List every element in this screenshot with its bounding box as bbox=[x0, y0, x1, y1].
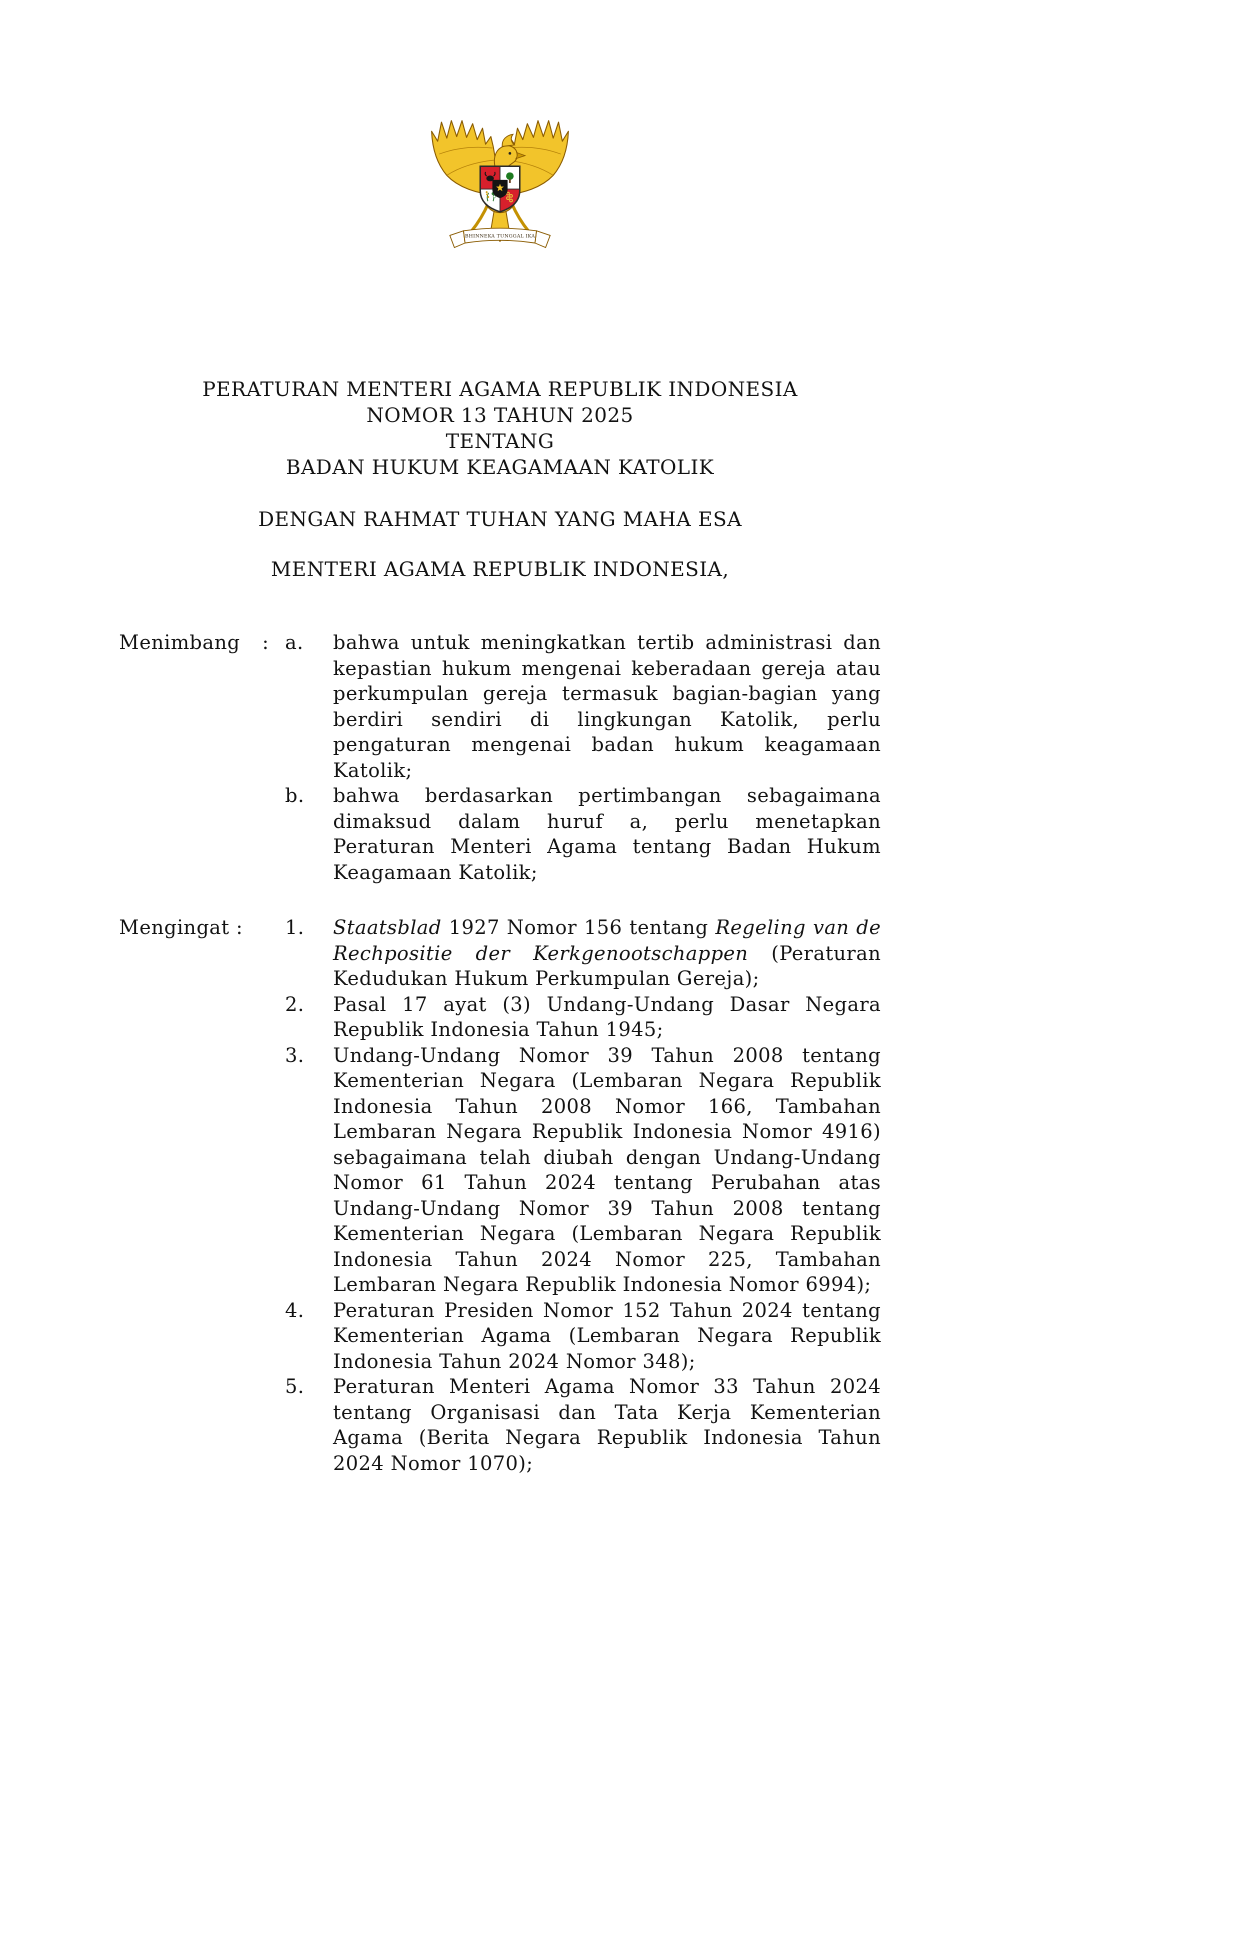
title-line-subject: BADAN HUKUM KEAGAMAAN KATOLIK bbox=[285, 455, 715, 479]
menimbang-label-text: Menimbang bbox=[119, 631, 241, 654]
menimbang-colon: : bbox=[262, 631, 269, 654]
title-line-regulation: PERATURAN MENTERI AGAMA REPUBLIK INDONESIA bbox=[202, 377, 798, 401]
menimbang-item-a-text: bahwa untuk meningkatkan tertib administrasi dan kepastian hukum mengenai keberadaan gereja atau perkumpulan gereja termasuk bagian-bagian yang berdiri sendiri di lingkungan Katolik, perlu pengaturan mengenai badan hukum keagamaan Katolik; bbox=[333, 631, 881, 782]
spacer-cell bbox=[119, 1298, 285, 1375]
mengingat-label: Mengingat : bbox=[119, 916, 243, 939]
mengingat-item-4-marker: 4. bbox=[285, 1298, 305, 1322]
spacer-cell bbox=[119, 783, 285, 885]
menimbang-item-a-marker: a. bbox=[285, 631, 304, 654]
mengingat-item-5-marker: 5. bbox=[285, 1375, 305, 1398]
clauses bbox=[119, 630, 881, 1476]
garuda-pancasila-emblem bbox=[424, 112, 576, 260]
menimbang-label bbox=[119, 630, 285, 783]
authority-line: MENTERI AGAMA REPUBLIK INDONESIA, bbox=[270, 557, 730, 581]
title-line-number: NOMOR 13 TAHUN 2025 bbox=[366, 403, 634, 427]
mengingat-item-1-text: Staatsblad 1927 Nomor 156 tentang Regeling van de Rechpositie der Kerkgenootschappen (Peraturan Kedudukan Hukum Perkumpulan Gereja); bbox=[333, 916, 882, 990]
document-title-block bbox=[119, 376, 881, 480]
spacer-cell bbox=[119, 1043, 285, 1298]
mengingat-item-3-text: Undang-Undang Nomor 39 Tahun 2008 tentang Kementerian Negara (Lembaran Negara Republik Indonesia Tahun 2008 Nomor 166, Tambahan Lembaran Negara Republik Indonesia Nomor 4916) sebagaimana telah diubah dengan Undang-Undang Nomor 61 Tahun 2024 tentang Perubahan atas Undang-Undang Nomor 39 Tahun 2008 tentang Kementerian Negara (Lembaran Negara Republik Indonesia Tahun 2024 Nomor 225, Tambahan Lembaran Negara Republik Indonesia Nomor 6994); bbox=[333, 1043, 881, 1296]
mengingat-section bbox=[119, 915, 881, 1476]
mengingat-item-5-text: Peraturan Menteri Agama Nomor 33 Tahun 2024 tentang Organisasi dan Tata Kerja Kementerian Agama (Berita Negara Republik Indonesia Tahun 2024 Nomor 1070); bbox=[333, 1375, 881, 1475]
spacer-cell bbox=[119, 992, 285, 1043]
document-content bbox=[119, 0, 881, 1476]
mengingat-item-2-marker: 2. bbox=[285, 992, 305, 1016]
spacer-cell bbox=[119, 1374, 285, 1476]
mengingat-item-2-text: Pasal 17 ayat (3) Undang-Undang Dasar Negara Republik Indonesia Tahun 1945; bbox=[333, 992, 881, 1041]
emblem-motto: BHINNEKA TUNGGAL IKA bbox=[464, 234, 536, 240]
mengingat-item-1-marker: 1. bbox=[285, 916, 305, 939]
mengingat-item-4-text: Peraturan Presiden Nomor 152 Tahun 2024 tentang Kementerian Agama (Lembaran Negara Republik Indonesia Tahun 2024 Nomor 348); bbox=[333, 1298, 881, 1373]
mengingat-item-3-marker: 3. bbox=[285, 1043, 305, 1067]
invocation-line: DENGAN RAHMAT TUHAN YANG MAHA ESA bbox=[258, 507, 742, 531]
menimbang-item-b-text: bahwa berdasarkan pertimbangan sebagaimana dimaksud dalam huruf a, perlu menetapkan Peraturan Menteri Agama tentang Badan Hukum Keagamaan Katolik; bbox=[333, 784, 881, 884]
menimbang-item-b-marker: b. bbox=[285, 784, 305, 807]
menimbang-section bbox=[119, 630, 881, 885]
title-line-tentang: TENTANG bbox=[445, 429, 555, 453]
emblem-container bbox=[119, 112, 881, 260]
